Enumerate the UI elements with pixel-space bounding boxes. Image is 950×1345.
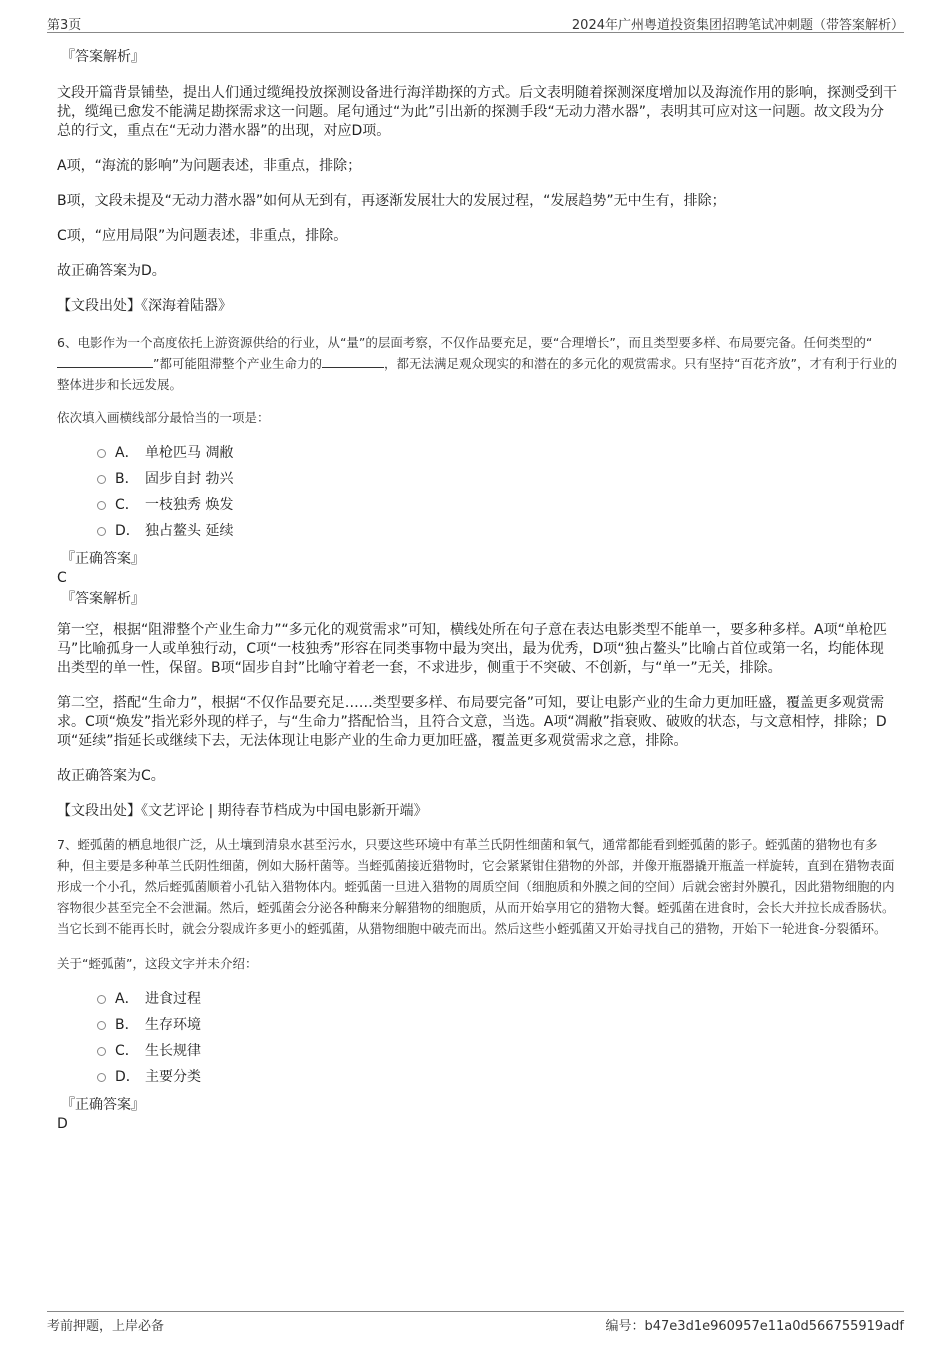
answer-label: 『正确答案』 <box>61 551 145 567</box>
analysis-paragraph: 第二空，搭配“生命力”，根据“不仅作品要充足……类型要多样、布局要完备”可知，要让电影产业的生命力更加旺盛，覆盖更多观赏需求。C项“焕发”指光彩外现的样子，与“生命力”搭配恰当，且符合文意，当选。A项“凋敝”指衰败、破败的状态，与文意相悖，排除；D项“延续”指延长或继续下去，无法体现让电影产业的生命力更加旺盛，覆盖更多观赏需求之意，排除。 <box>57 695 887 749</box>
question-prompt: 关于“蛭弧菌”，这段文字并未介绍： <box>57 956 258 971</box>
option-list <box>57 986 897 1090</box>
analysis-paragraph: B项，文段未提及“无动力潜水器”如何从无到有，再逐渐发展壮大的发展过程，“发展趋势”无中生有，排除； <box>57 193 726 209</box>
radio-icon[interactable] <box>97 995 106 1004</box>
page-footer <box>47 1311 904 1334</box>
question-stem-part: 6、电影作为一个高度依托上游资源供给的行业，从“量”的层面考察，不仅作品要充足，要“合理增长”，而且类型要多样、布局要完备。任何类型的“ <box>57 335 873 350</box>
blank-line <box>57 355 153 368</box>
answer-label: 『正确答案』 <box>61 1097 145 1113</box>
analysis-paragraph: 故正确答案为D。 <box>57 263 166 279</box>
radio-icon[interactable] <box>97 449 106 458</box>
option-a[interactable]: A． 进食过程 <box>57 986 897 1012</box>
radio-icon[interactable] <box>97 1047 106 1056</box>
question-stem: 7、蛭弧菌的栖息地很广泛，从土壤到清泉水甚至污水，只要这些环境中有革兰氏阴性细菌和氧气，通常都能看到蛭弧菌的影子。蛭弧菌的猎物也有多种，但主要是多种革兰氏阴性细菌，例如大肠杆菌等。当蛭弧菌接近猎物时，它会紧紧钳住猎物的外部，并像开瓶器撬开瓶盖一样旋转，直到在猎物表面形成一个小孔，然后蛭弧菌顺着小孔钻入猎物体内。蛭弧菌一旦进入猎物的周质空间（细胞质和外膜之间的空间）后就会密封外膜孔，因此猎物细胞的内容物很少甚至完全不会泄漏。然后，蛭弧菌会分泌各种酶来分解猎物的细胞质，从而开始享用它的猎物大餐。蛭弧菌在进食时，会长大并拉长成香肠状。当它长到不能再长时，就会分裂成许多更小的蛭弧菌，从猎物细胞中破壳而出。然后这些小蛭弧菌又开始寻找自己的猎物，开始下一轮进食-分裂循环。 <box>57 837 895 936</box>
option-c[interactable]: C． 生长规律 <box>57 1038 897 1064</box>
answer-value: D <box>57 1116 68 1132</box>
question-prompt: 依次填入画横线部分最恰当的一项是： <box>57 410 270 425</box>
analysis-paragraph: A项，“海流的影响”为问题表述，非重点，排除； <box>57 158 362 174</box>
radio-icon[interactable] <box>97 501 106 510</box>
page-number: 第3页 <box>47 18 82 33</box>
analysis-paragraph: 故正确答案为C。 <box>57 768 165 784</box>
option-c[interactable]: C． 一枝独秀 焕发 <box>57 492 897 518</box>
page-header <box>47 10 904 33</box>
radio-icon[interactable] <box>97 475 106 484</box>
question-stem-part: ，都无法满足观众现实的和潜在的多元化的观赏需求。只有坚持“百花齐放”，才有利于行业的整体进步和长远发展。 <box>57 356 897 392</box>
document-id: 编号：b47e3d1e960957e11a0d566755919adf <box>605 1319 904 1334</box>
analysis-paragraph: 第一空，根据“阻滞整个产业生命力”“多元化的观赏需求”可知，横线处所在句子意在表达电影类型不能单一，要多种多样。A项“单枪匹马”比喻孤身一人或单独行动，C项“一枝独秀”形容在同类事物中最为突出，最为优秀，D项“独占鳌头”比喻占首位或第一名，均能体现出类型的单一性，保留。B项“固步自封”比喻守着老一套，不求进步，侧重于不突破、不创新，与“单一”无关，排除。 <box>57 622 887 676</box>
option-a[interactable]: A． 单枪匹马 凋敝 <box>57 440 897 466</box>
question-stem-part: ”都可能阻滞整个产业生命力的 <box>153 356 322 371</box>
option-d[interactable]: D． 主要分类 <box>57 1064 897 1090</box>
blank-line <box>322 355 384 368</box>
analysis-label: 『答案解析』 <box>61 49 145 65</box>
option-b[interactable]: B． 生存环境 <box>57 1012 897 1038</box>
radio-icon[interactable] <box>97 1073 106 1082</box>
source-citation: 【文段出处】《深海着陆器》 <box>57 298 232 314</box>
document-title: 2024年广州粤道投资集团招聘笔试冲刺题（带答案解析） <box>571 18 904 33</box>
analysis-paragraph: 文段开篇背景铺垫，提出人们通过缆绳投放探测设备进行海洋勘探的方式。后文表明随着探测深度增加以及海流作用的影响，探测受到干扰，缆绳已愈发不能满足勘探需求这一问题。尾句通过“为此”引出新的探测手段“无动力潜水器”，表明其可应对这一问题。故文段为分总的行文，重点在“无动力潜水器”的出现，对应D项。 <box>57 85 897 139</box>
option-b[interactable]: B． 固步自封 勃兴 <box>57 466 897 492</box>
radio-icon[interactable] <box>97 527 106 536</box>
option-list <box>57 440 897 544</box>
footer-slogan: 考前押题，上岸必备 <box>47 1319 165 1334</box>
analysis-label: 『答案解析』 <box>61 591 145 607</box>
option-d[interactable]: D． 独占鳌头 延续 <box>57 518 897 544</box>
radio-icon[interactable] <box>97 1021 106 1030</box>
answer-value: C <box>57 570 67 586</box>
source-citation: 【文段出处】《文艺评论 | 期待春节档成为中国电影新开端》 <box>57 803 428 819</box>
question-stem <box>57 332 897 395</box>
page-content <box>57 44 897 1133</box>
analysis-paragraph: C项，“应用局限”为问题表述，非重点，排除。 <box>57 228 348 244</box>
